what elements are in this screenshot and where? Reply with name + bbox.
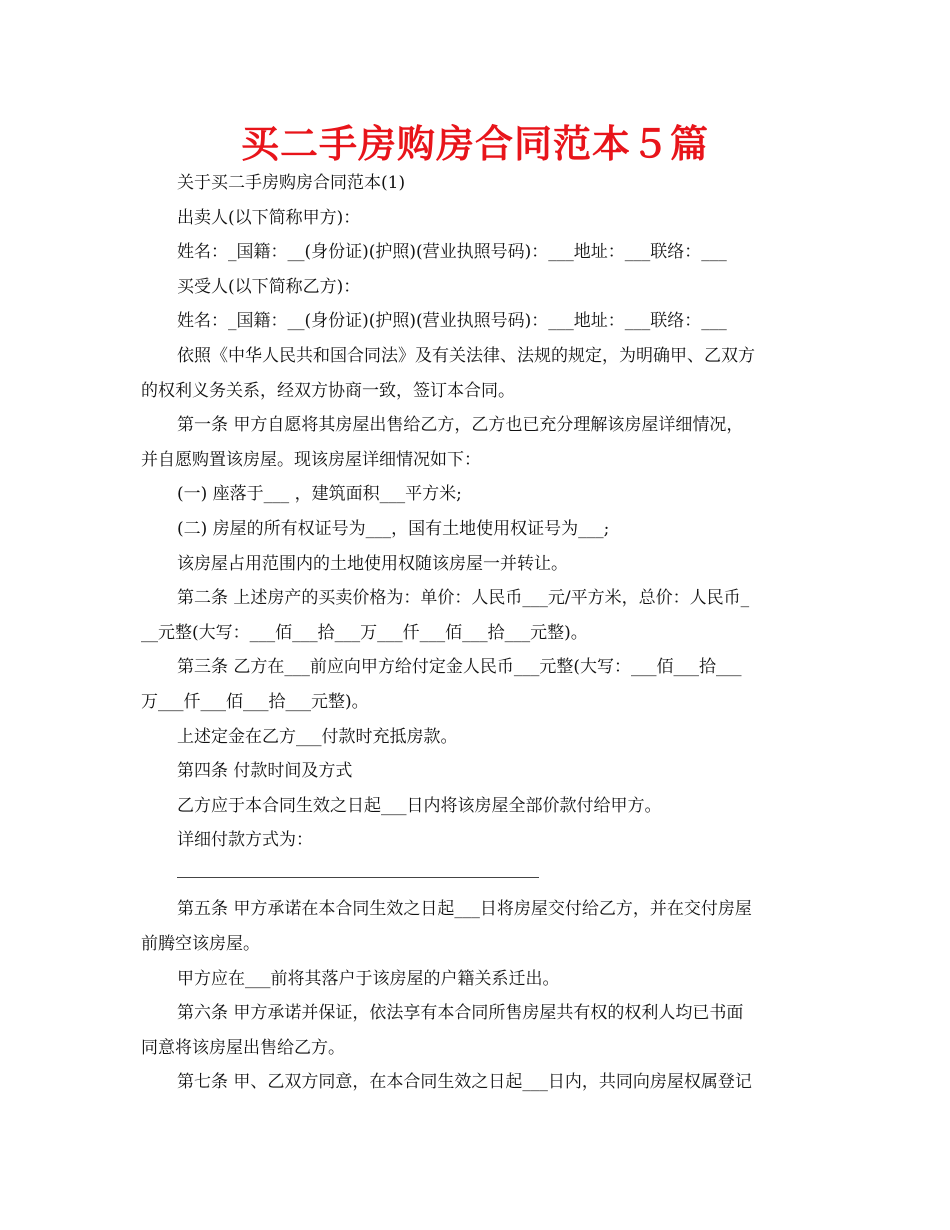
paragraph-line: 的权利义务关系，经双方协商一致，签订本合同。 [141, 380, 515, 401]
paragraph-line: 上述定金在乙方___付款时充抵房款。 [177, 726, 458, 747]
underline-rule [177, 877, 539, 878]
paragraph-line: 同意将该房屋出售给乙方。 [141, 1037, 345, 1058]
blank-fill-line [141, 858, 811, 893]
paragraph-line: 买受人(以下简称乙方)： [177, 276, 361, 297]
paragraph-line: 姓名：_国籍：__(身份证)(护照)(营业执照号码)：___地址：___联络：___ [177, 311, 727, 332]
paragraph-line: __元整(大写：___佰___拾___万___仟___佰___拾___元整)。 [141, 622, 588, 643]
paragraph-line: (二) 房屋的所有权证号为___，国有土地使用权证号为___; [177, 518, 610, 539]
paragraph-line: 第六条 甲方承诺并保证，依法享有本合同所售房屋共有权的权利人均已书面 [177, 1003, 744, 1024]
paragraph-line: 第三条 乙方在___前应向甲方给付定金人民币___元整(大写：___佰___拾___ [177, 657, 742, 678]
paragraph-line: 关于买二手房购房合同范本(1) [177, 173, 406, 193]
paragraph-line: 第五条 甲方承诺在本合同生效之日起___日将房屋交付给乙方，并在交付房屋 [177, 899, 752, 920]
paragraph-line: 第一条 甲方自愿将其房屋出售给乙方，乙方也已充分理解该房屋详细情况， [177, 415, 744, 436]
paragraph-line: 依照《中华人民共和国合同法》及有关法律、法规的规定，为明确甲、乙双方 [177, 345, 755, 366]
paragraph-line: 前腾空该房屋。 [141, 934, 260, 955]
paragraph-line: 甲方应在___前将其落户于该房屋的户籍关系迁出。 [177, 968, 560, 989]
document-title: 买二手房购房合同范本５篇 [240, 122, 709, 166]
paragraph-line: 该房屋占用范围内的土地使用权随该房屋一并转让。 [177, 553, 568, 574]
paragraph-line: 详细付款方式为： [177, 830, 313, 851]
document-body [141, 166, 811, 1100]
paragraph-line: 万___仟___佰___拾___元整)。 [141, 691, 369, 712]
paragraph-line: 第七条 甲、乙双方同意，在本合同生效之日起___日内，共同向房屋权属登记 [177, 1072, 752, 1093]
paragraph-line: 第四条 付款时间及方式 [177, 761, 353, 782]
paragraph-line: 第二条 上述房产的买卖价格为：单价：人民币___元/平方米，总价：人民币_ [177, 588, 750, 609]
paragraph-line: 并自愿购置该房屋。现该房屋详细情况如下： [141, 449, 481, 470]
paragraph-line: (一) 座落于___ ，建筑面积___平方米; [177, 484, 462, 505]
paragraph-line: 出卖人(以下简称甲方)： [177, 207, 361, 228]
paragraph-line: 乙方应于本合同生效之日起___日内将该房屋全部价款付给甲方。 [177, 795, 662, 816]
paragraph-line: 姓名：_国籍：__(身份证)(护照)(营业执照号码)：___地址：___联络：___ [177, 242, 727, 263]
